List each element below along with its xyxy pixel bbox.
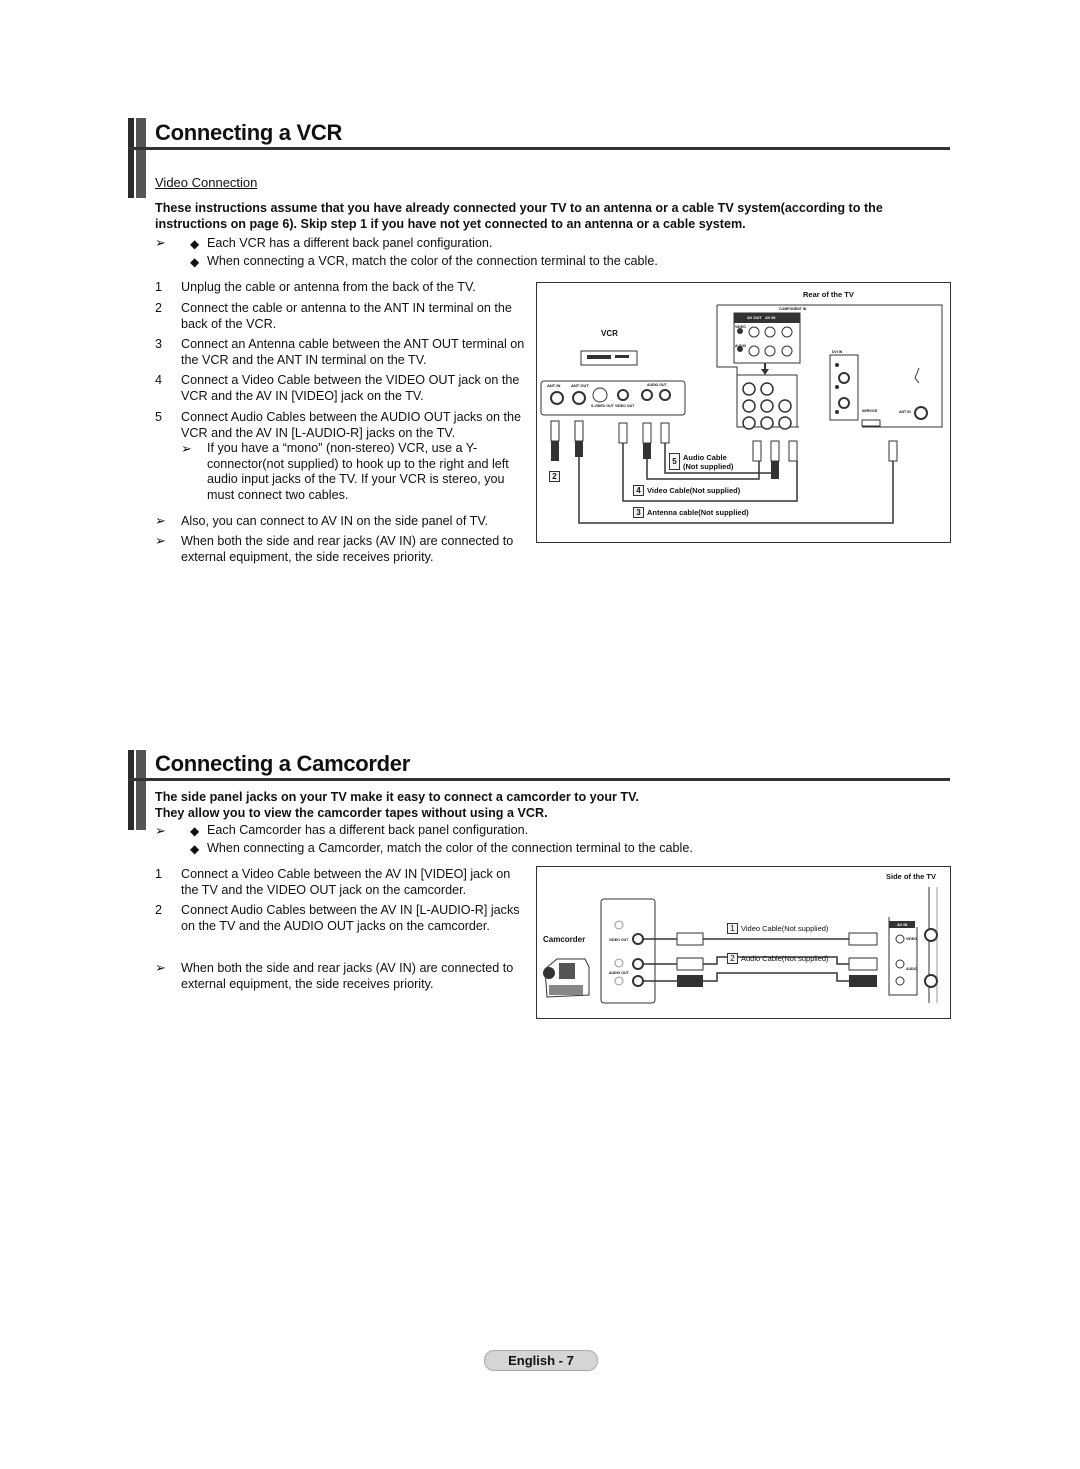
arrow-icon: ➢ xyxy=(155,533,166,548)
panel-label-audio: AUDIO xyxy=(735,344,747,348)
arrow-icon: ➢ xyxy=(155,823,166,838)
tv-video-label: VIDEO xyxy=(906,937,917,941)
side-of-tv-label: Side of the TV xyxy=(886,872,937,881)
note-text: When connecting a VCR, match the color of the connection terminal to the cable. xyxy=(207,254,658,268)
note-text: Each VCR has a different back panel configuration. xyxy=(207,236,493,250)
tip-text: When both the side and rear jacks (AV IN) are connected to external equipment, the side receives priority. xyxy=(181,534,514,564)
panel-label-dvi: DVI IN xyxy=(832,350,843,354)
step-text: Connect an Antenna cable between the ANT OUT terminal on the VCR and the ANT IN terminal on the TV. xyxy=(181,337,525,367)
vcr-label: VCR xyxy=(601,329,618,338)
intro-line: The side panel jacks on your TV make it easy to connect a camcorder to your TV. xyxy=(155,790,639,804)
vcr-svideo-out-label: S-VIDEO OUT xyxy=(591,404,614,408)
diamond-bullet-icon: ◆ xyxy=(190,237,200,251)
panel-label-av-in: AV IN xyxy=(765,315,776,320)
tip-text: Also, you can connect to AV IN on the side panel of TV. xyxy=(181,514,489,528)
callout-text: Video Cable(Not supplied) xyxy=(647,486,741,495)
step-number: 1 xyxy=(155,867,163,881)
vcr-audio-out-label: AUDIO OUT xyxy=(647,383,667,387)
step-number: 1 xyxy=(155,280,163,294)
step-text: Connect the cable or antenna to the ANT IN terminal on the back of the VCR. xyxy=(181,301,512,331)
intro-line: They allow you to view the camcorder tapes without using a VCR. xyxy=(155,806,548,820)
vcr-video-out-label: VIDEO OUT xyxy=(615,404,635,408)
antenna-cable-callout xyxy=(633,507,749,518)
video-cable-callout xyxy=(727,923,828,934)
diamond-bullet-icon: ◆ xyxy=(190,824,200,838)
diagram-drawing xyxy=(537,867,950,1018)
step-number: 3 xyxy=(155,337,163,351)
video-cable-callout xyxy=(633,485,740,496)
step-2-badge: 2 xyxy=(549,471,560,482)
section-rule xyxy=(128,778,950,781)
callout-number: 2 xyxy=(727,953,738,964)
subsection-title: Video Connection xyxy=(155,175,258,190)
panel-label-ant-in-tv: ANT IN xyxy=(899,410,911,414)
callout-text: Video Cable(Not supplied) xyxy=(741,924,829,933)
diamond-bullet-icon: ◆ xyxy=(190,842,200,856)
callout-number: 4 xyxy=(633,485,644,496)
step-2-tag xyxy=(549,471,563,482)
note-text: Each Camcorder has a different back panel configuration. xyxy=(207,823,529,837)
page-number-badge: English - 7 xyxy=(484,1350,598,1371)
section-title: Connecting a Camcorder xyxy=(155,751,411,776)
diamond-bullet-icon: ◆ xyxy=(190,255,200,269)
step-number: 2 xyxy=(155,903,163,917)
camcorder-label: Camcorder xyxy=(543,935,586,944)
camcorder-audio-out-label: AUDIO OUT xyxy=(609,971,629,975)
section-marker-bar xyxy=(136,118,146,198)
vcr-connection-diagram xyxy=(536,282,951,543)
audio-cable-callout xyxy=(727,953,829,964)
step-number: 4 xyxy=(155,373,163,387)
arrow-icon: ➢ xyxy=(155,235,166,250)
callout-number: 5 xyxy=(669,453,680,470)
vcr-ant-in-label: ANT IN xyxy=(547,383,561,388)
step-text: Connect Audio Cables between the AV IN [L-AUDIO-R] jacks on the TV and the AUDIO OUT jacks on the camcorder. xyxy=(181,903,520,933)
callout-subtext: (Not supplied) xyxy=(683,462,734,471)
camcorder-video-out-label: VIDEO OUT xyxy=(609,938,629,942)
mono-note: If you have a “mono” (non-stereo) VCR, use a Y-connector(not supplied) to hook up to the right and left audio input jacks of the TV. If your VCR is stereo, you must connect two cables. xyxy=(207,441,509,502)
intro-paragraph: These instructions assume that you have already connected your TV to an antenna or a cable TV system(according to the instructions on page 6). Skip step 1 if you have not yet connected to an antenna or a cable system. xyxy=(155,201,883,231)
tv-av-in-label: AV IN xyxy=(897,922,908,927)
panel-label-component: COMPONENT IN xyxy=(779,307,807,311)
section-title: Connecting a VCR xyxy=(155,120,343,145)
vcr-ant-out-label: ANT OUT xyxy=(571,383,589,388)
arrow-icon: ➢ xyxy=(155,960,166,975)
step-text: Unplug the cable or antenna from the back of the TV. xyxy=(181,280,476,294)
step-text: Connect Audio Cables between the AUDIO OUT jacks on the VCR and the AV IN [L-AUDIO-R] jacks on the TV. xyxy=(181,410,521,440)
note-text: When connecting a Camcorder, match the color of the connection terminal to the cable. xyxy=(207,841,693,855)
callout-number: 3 xyxy=(633,507,644,518)
section-marker-bar xyxy=(128,118,134,198)
step-text: Connect a Video Cable between the VIDEO OUT jack on the VCR and the AV IN [VIDEO] jack on the TV. xyxy=(181,373,520,403)
arrow-icon: ➢ xyxy=(155,513,166,528)
tip-text: When both the side and rear jacks (AV IN) are connected to external equipment, the side receives priority. xyxy=(181,961,514,991)
step-text: Connect a Video Cable between the AV IN [VIDEO] jack on the TV and the VIDEO OUT jack on the camcorder. xyxy=(181,867,511,897)
section-rule xyxy=(128,147,950,150)
audio-cable-callout xyxy=(669,453,734,471)
rear-of-tv-label: Rear of the TV xyxy=(803,290,854,299)
step-number: 5 xyxy=(155,410,163,424)
callout-number: 1 xyxy=(727,923,738,934)
section-marker-bar xyxy=(136,750,146,830)
step-number: 2 xyxy=(155,301,163,315)
diagram-drawing xyxy=(537,283,950,542)
camcorder-connection-diagram xyxy=(536,866,951,1019)
tv-audio-label: AUDIO xyxy=(906,967,918,971)
arrow-icon: ➢ xyxy=(181,441,192,456)
callout-text: Audio Cable(Not supplied) xyxy=(741,954,829,963)
callout-text: Antenna cable(Not supplied) xyxy=(647,508,749,517)
panel-label-av-out: AV OUT xyxy=(747,315,762,320)
callout-text: Audio Cable xyxy=(683,453,727,462)
section-marker-bar xyxy=(128,750,134,830)
panel-label-service: SERVICE xyxy=(862,409,878,413)
panel-label-video: VIDEO xyxy=(735,325,746,329)
